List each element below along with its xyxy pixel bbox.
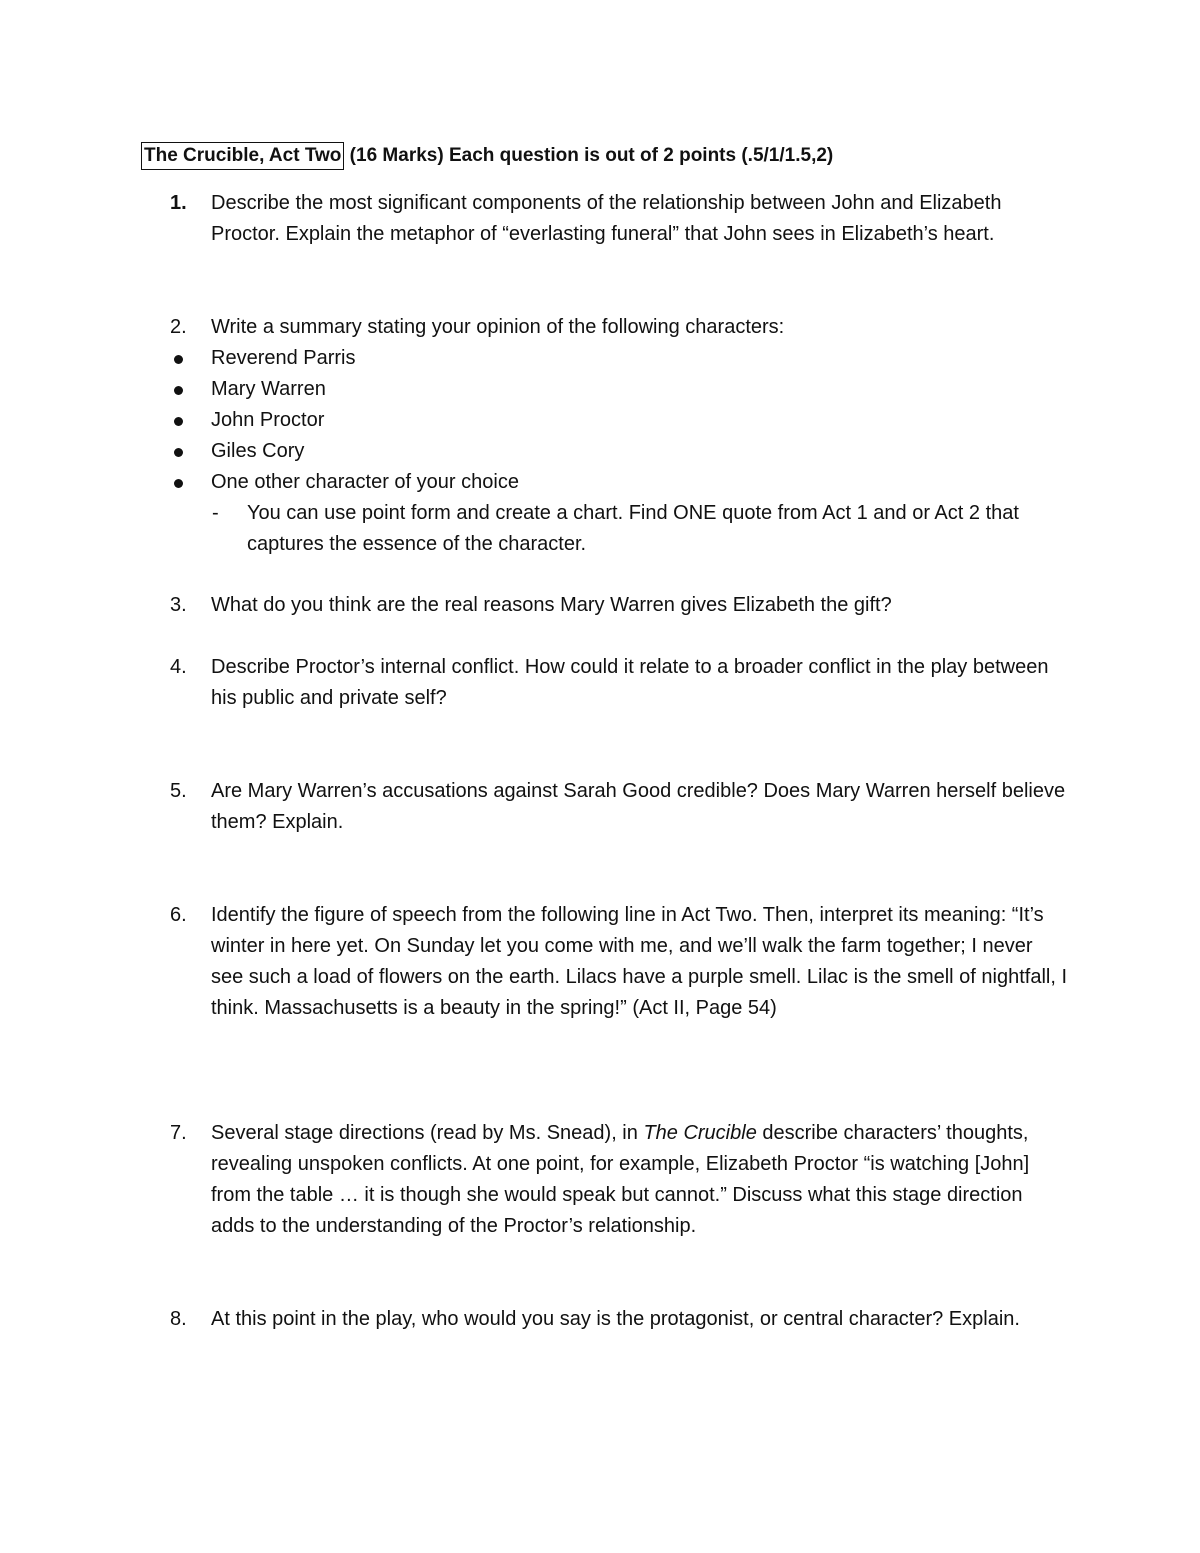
sub-note: [170, 498, 1070, 560]
worksheet-title: [141, 142, 833, 170]
title-marks-info: (16 Marks) Each question is out of 2 points (.5/1/1.5,2): [344, 145, 834, 166]
title-boxed: The Crucible, Act Two: [141, 142, 344, 170]
question-text: At this point in the play, who would you say is the protagonist, or central character? Explain.: [211, 1308, 1020, 1330]
question-2: [170, 312, 1070, 343]
bullet-icon: [174, 386, 183, 395]
question-text: What do you think are the real reasons Mary Warren gives Elizabeth the gift?: [211, 594, 892, 616]
question-text: Describe the most significant components of the relationship between John and Elizabeth Proctor. Explain the metaphor of “everlasting funeral” that John sees in Elizabeth’s heart.: [211, 192, 1002, 245]
question-number: 5.: [170, 780, 187, 802]
list-item: Giles Cory: [170, 436, 1070, 467]
list-item: One other character of your choice: [170, 467, 1070, 498]
question-number: 2.: [170, 316, 187, 338]
question-5: [170, 776, 1070, 838]
question-6: [170, 900, 1070, 1024]
list-item: Mary Warren: [170, 374, 1070, 405]
question-number: 6.: [170, 904, 187, 926]
character-list: [170, 343, 1070, 560]
question-text: Are Mary Warren’s accusations against Sarah Good credible? Does Mary Warren herself believe them? Explain.: [211, 780, 1066, 833]
question-text: Identify the figure of speech from the following line in Act Two. Then, interpret its meaning: “It’s winter in here yet. On Sunday let you come with me, and we’ll walk the farm together; I never see such a load of flowers on the earth. Lilacs have a purple smell. Lilac is the smell of nightfall, I think. Massachusetts is a beauty in the spring!” (Act II, Page 54): [211, 904, 1068, 1019]
dash-marker: -: [212, 502, 219, 524]
question-number: 8.: [170, 1308, 187, 1330]
sub-note-text: You can use point form and create a chart. Find ONE quote from Act 1 and or Act 2 that captures the essence of the character.: [247, 502, 1019, 555]
play-title-italic: The Crucible: [643, 1122, 757, 1144]
question-number: 4.: [170, 656, 187, 678]
question-3: [170, 590, 1070, 621]
list-item: John Proctor: [170, 405, 1070, 436]
question-7: [170, 1118, 1070, 1242]
question-number: 3.: [170, 594, 187, 616]
question-number: 7.: [170, 1122, 187, 1144]
question-number: 1.: [170, 192, 187, 214]
question-text: Write a summary stating your opinion of the following characters:: [211, 316, 785, 338]
bullet-icon: [174, 479, 183, 488]
bullet-icon: [174, 355, 183, 364]
question-4: [170, 652, 1070, 714]
question-text: Several stage directions (read by Ms. Snead), in The Crucible describe characters’ thoughts, revealing unspoken conflicts. At one point, for example, Elizabeth Proctor “is watching [John] from the table … it is though she would speak but cannot.” Discuss what this stage direction adds to the understanding of the Proctor’s relationship.: [211, 1122, 1030, 1237]
question-8: [170, 1304, 1070, 1335]
question-text: Describe Proctor’s internal conflict. How could it relate to a broader conflict in the play between his public and private self?: [211, 656, 1049, 709]
bullet-icon: [174, 448, 183, 457]
list-item: Reverend Parris: [170, 343, 1070, 374]
bullet-icon: [174, 417, 183, 426]
question-1: [170, 188, 1070, 250]
